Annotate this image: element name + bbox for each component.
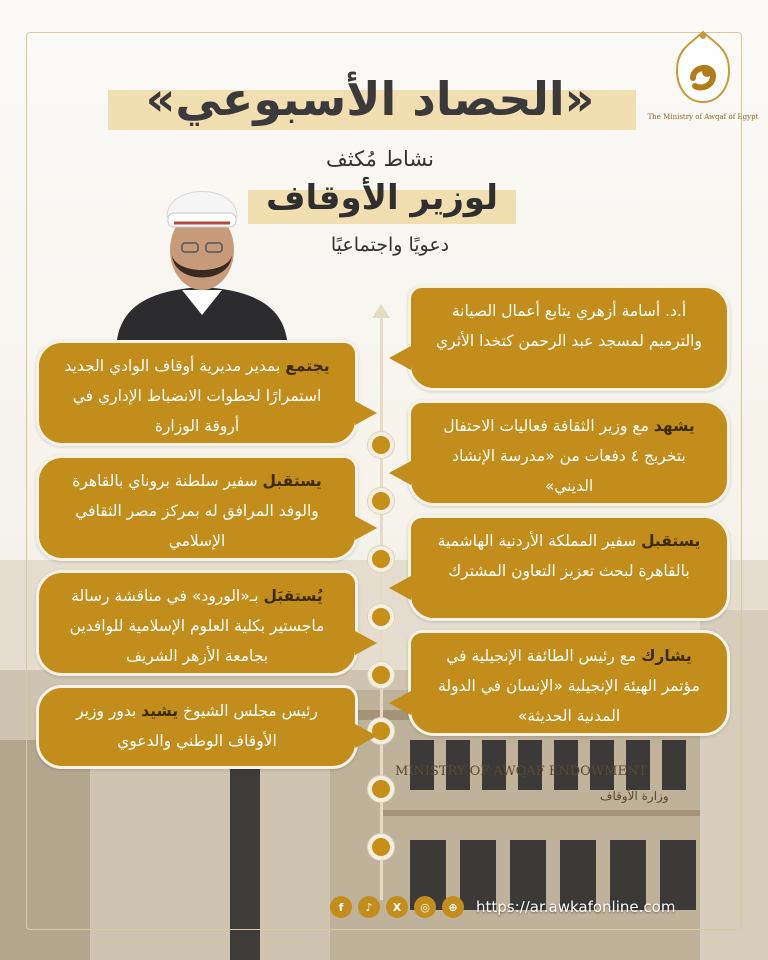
activity-card-right-3 bbox=[408, 515, 730, 621]
globe-icon[interactable]: ⊕ bbox=[442, 896, 464, 918]
tiktok-icon[interactable]: ♪ bbox=[358, 896, 380, 918]
activity-card-left-3 bbox=[36, 570, 358, 676]
activity-text: بـ«الورود» في مناقشة رسالة ماجستير بكلية العلوم الإسلامية للوافدين بجامعة الأزهر الشريف bbox=[69, 587, 325, 665]
activity-highlight: يستقبل bbox=[641, 532, 701, 550]
footer-links bbox=[330, 893, 675, 921]
x-icon[interactable]: X bbox=[386, 896, 408, 918]
activity-highlight: يستقبل bbox=[262, 472, 322, 490]
activity-highlight: يشهد bbox=[653, 417, 695, 435]
activity-highlight: يشارك bbox=[641, 647, 692, 665]
timeline-dot bbox=[368, 776, 394, 802]
activity-text: بدور وزير الأوقاف الوطني والدعوي bbox=[76, 702, 277, 750]
card-pointer bbox=[389, 576, 411, 600]
minister-title: لوزير الأوقاف bbox=[265, 178, 499, 218]
card-pointer bbox=[389, 461, 411, 485]
building-sign-english: MINISTRY OF AWQAF ENDOWMENT bbox=[395, 764, 648, 779]
activity-card-right-2 bbox=[408, 400, 730, 506]
timeline-dot bbox=[368, 604, 394, 630]
activity-highlight: يشيد bbox=[141, 702, 179, 720]
card-pointer bbox=[355, 516, 377, 540]
timeline-dot bbox=[368, 834, 394, 860]
logo-subtitle: The Ministry of Awqaf of Egypt bbox=[647, 113, 759, 121]
timeline-dot bbox=[368, 432, 394, 458]
page-title: «الحصاد الأسبوعي» bbox=[145, 72, 595, 126]
activity-text: بمدير مديرية أوقاف الوادي الجديد استمرارًا لخطوات الانضباط الإداري في أروقة الوزارة bbox=[64, 357, 322, 435]
building-sign-arabic: وزارة الأوقاف bbox=[600, 789, 669, 803]
awqaf-emblem-icon bbox=[663, 28, 743, 108]
activity-text: مع رئيس الطائفة الإنجيلية في مؤتمر الهيئة الإنجيلية «الإنسان في الدولة المدنية الحديثة» bbox=[438, 647, 700, 725]
activity-card-left-2 bbox=[36, 455, 358, 561]
card-pointer bbox=[355, 401, 377, 425]
activity-text: سفير سلطنة بروناي بالقاهرة والوفد المرافق له بمركز مصر الثقافي الإسلامي bbox=[72, 472, 319, 550]
minister-portrait bbox=[112, 165, 292, 340]
card-pointer bbox=[389, 691, 411, 715]
activity-card-right-4 bbox=[408, 630, 730, 736]
activity-card-left-1 bbox=[36, 340, 358, 446]
timeline-dot bbox=[368, 546, 394, 572]
activity-highlight: يُستقبَل bbox=[263, 587, 323, 605]
activity-text-pre: رئيس مجلس الشيوخ bbox=[178, 702, 318, 720]
activity-text: مع وزير الثقافة فعاليات الاحتفال بتخريج ٤ دفعات من «مدرسة الإنشاد الديني» bbox=[443, 417, 686, 495]
timeline-arrowhead bbox=[372, 304, 390, 318]
website-link[interactable]: https://ar.awkafonline.com bbox=[476, 898, 676, 916]
activity-text: أ.د. أسامة أزهري يتابع أعمال الصيانة والترميم لمسجد عبد الرحمن كتخدا الأثري bbox=[436, 302, 702, 350]
activity-text: سفير المملكة الأردنية الهاشمية بالقاهرة لبحث تعزيز التعاون المشترك bbox=[437, 532, 690, 580]
timeline-dot bbox=[368, 488, 394, 514]
card-pointer bbox=[389, 346, 411, 370]
instagram-icon[interactable]: ◎ bbox=[414, 896, 436, 918]
activity-subline: دعويًا واجتماعيًا bbox=[330, 234, 450, 256]
timeline-dot bbox=[368, 662, 394, 688]
facebook-icon[interactable]: f bbox=[330, 896, 352, 918]
activity-highlight: يجتمع bbox=[285, 357, 330, 375]
activity-card-right-1 bbox=[408, 285, 730, 391]
activity-card-left-4 bbox=[36, 685, 358, 769]
card-pointer bbox=[355, 631, 377, 655]
ministry-logo bbox=[646, 28, 760, 138]
page-subtitle: نشاط مُكثف bbox=[326, 147, 434, 171]
card-pointer bbox=[355, 724, 377, 748]
